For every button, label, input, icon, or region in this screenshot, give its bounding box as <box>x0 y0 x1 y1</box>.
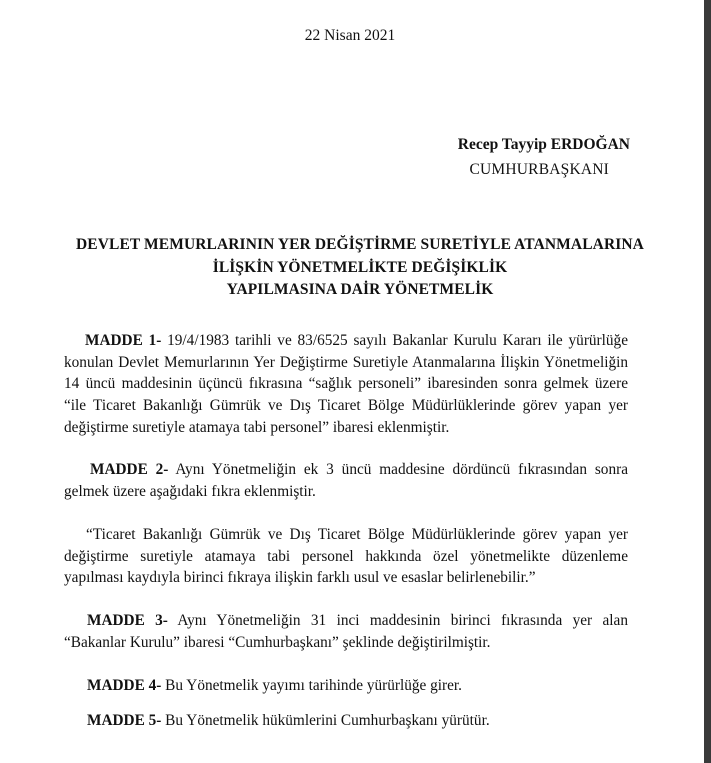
signatory-title: CUMHURBAŞKANI <box>469 161 609 178</box>
article-2-quoted-paragraph: “Ticaret Bakanlığı Gümrük ve Dış Ticaret Bölge Müdürlüklerinde görev yapan yer değiştirme suretiyle atamaya tabi personel hakkında özel yönetmelikte düzenleme yapılması kaydıyla birinci fıkraya ilişkin farklı usul ve esaslar belirlenebilir.” <box>64 526 628 587</box>
article-2 <box>64 459 628 502</box>
article-3 <box>64 610 628 653</box>
document-date: 22 Nisan 2021 <box>304 27 396 44</box>
article-5-label: MADDE 5- <box>87 712 162 729</box>
regulation-title-line-2: İLİŞKİN YÖNETMELİKTE DEĞİŞİKLİK <box>212 259 508 276</box>
signatory-name: Recep Tayyip ERDOĞAN <box>457 136 630 153</box>
article-1 <box>64 330 628 439</box>
article-2-label: MADDE 2- <box>90 461 169 478</box>
article-4 <box>64 675 628 697</box>
article-4-text: Bu Yönetmelik yayımı tarihinde yürürlüğe girer. <box>161 677 462 694</box>
page-edge-shadow <box>704 0 711 763</box>
article-5-text: Bu Yönetmelik hükümlerini Cumhurbaşkanı yürütür. <box>161 712 490 729</box>
article-1-label: MADDE 1- <box>85 332 162 349</box>
article-3-label: MADDE 3- <box>87 612 168 629</box>
article-4-label: MADDE 4- <box>87 677 162 694</box>
article-3-text: Aynı Yönetmeliğin 31 inci maddesinin birinci fıkrasında yer alan “Bakanlar Kurulu” ibaresi “Cumhurbaşkanı” şeklinde değiştirilmiştir. <box>64 612 628 651</box>
article-2-text: Aynı Yönetmeliğin ek 3 üncü maddesine dördüncü fıkrasından sonra gelmek üzere aşağıdaki fıkra eklenmiştir. <box>64 461 628 500</box>
article-1-text: 19/4/1983 tarihli ve 83/6525 sayılı Bakanlar Kurulu Kararı ile yürürlüğe konulan Devlet Memurlarının Yer Değiştirme Suretiyle Atanmalarına İlişkin Yönetmeliğin 14 üncü maddesinin üçüncü fıkrasına “sağlık personeli” ibaresinden sonra gelmek üzere “ile Ticaret Bakanlığı Gümrük ve Dış Ticaret Bölge Müdürlüklerinde görev yapan yer değiştirme suretiyle atamaya tabi personel” ibaresi eklenmiştir. <box>64 332 628 436</box>
regulation-title-line-3: YAPILMASINA DAİR YÖNETMELİK <box>226 281 494 298</box>
regulation-title-line-1: DEVLET MEMURLARININ YER DEĞİŞTİRME SURETİYLE ATANMALARINA <box>76 236 644 253</box>
article-5 <box>64 710 628 732</box>
